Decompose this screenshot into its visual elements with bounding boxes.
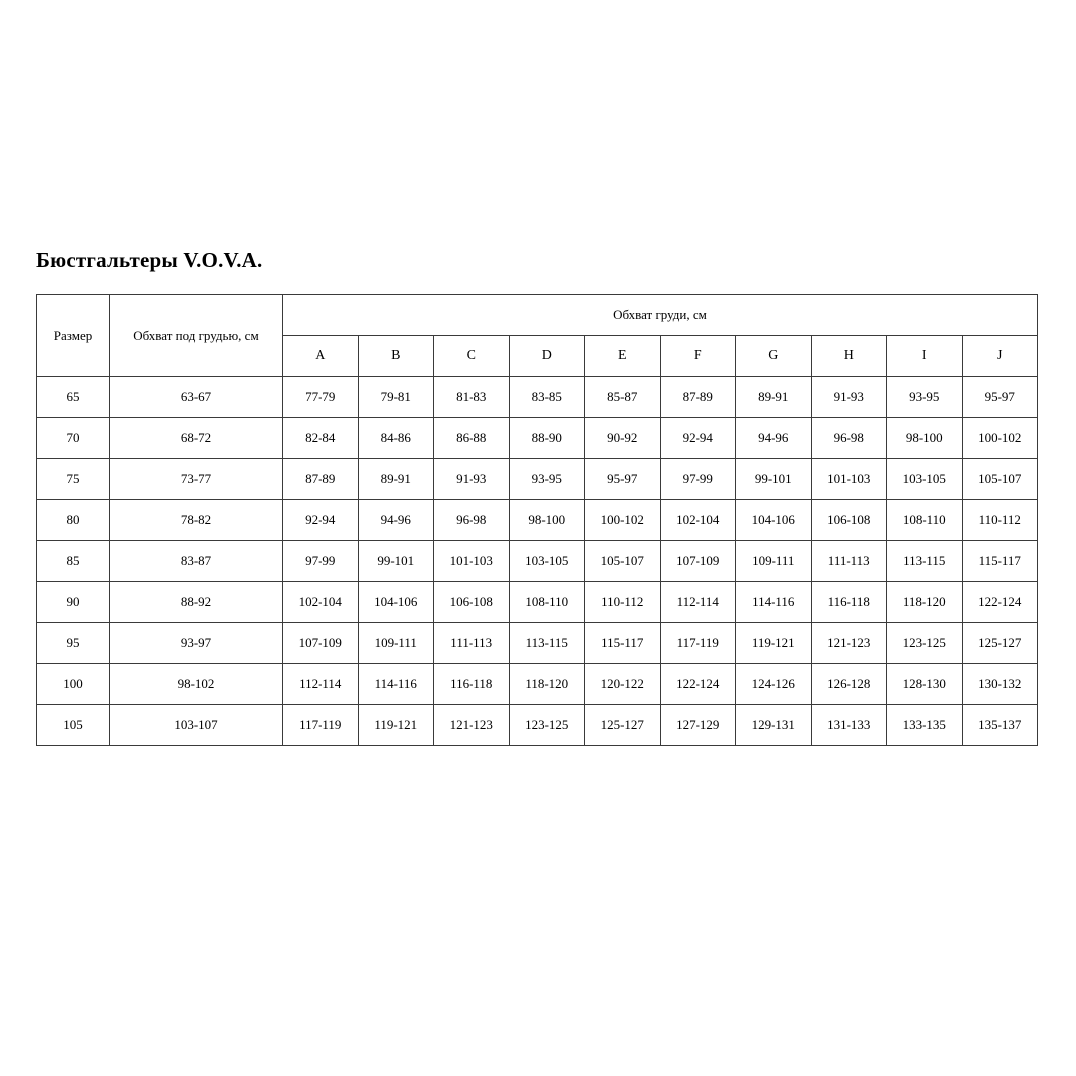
cell-cup-f: 97-99 [660, 459, 736, 500]
cell-cup-b: 84-86 [358, 418, 434, 459]
cell-size: 75 [37, 459, 110, 500]
cell-cup-j: 125-127 [962, 623, 1038, 664]
cell-cup-b: 79-81 [358, 377, 434, 418]
size-chart-table [36, 294, 1038, 746]
cell-cup-g: 114-116 [736, 582, 812, 623]
cell-cup-a: 102-104 [283, 582, 359, 623]
cell-cup-i: 133-135 [887, 705, 963, 746]
cell-cup-e: 110-112 [585, 582, 661, 623]
cell-cup-g: 104-106 [736, 500, 812, 541]
cell-cup-g: 129-131 [736, 705, 812, 746]
column-header-cup-j: J [962, 336, 1038, 377]
cell-size: 100 [37, 664, 110, 705]
column-header-cup-h: H [811, 336, 887, 377]
cell-cup-f: 92-94 [660, 418, 736, 459]
table-head [37, 295, 1038, 377]
cell-cup-c: 106-108 [434, 582, 510, 623]
cell-cup-h: 111-113 [811, 541, 887, 582]
cell-cup-b: 104-106 [358, 582, 434, 623]
cell-cup-e: 105-107 [585, 541, 661, 582]
cell-underbust: 63-67 [110, 377, 283, 418]
table-row [37, 705, 1038, 746]
cell-cup-a: 77-79 [283, 377, 359, 418]
cell-cup-j: 115-117 [962, 541, 1038, 582]
cell-cup-f: 102-104 [660, 500, 736, 541]
cell-cup-j: 95-97 [962, 377, 1038, 418]
cell-cup-a: 112-114 [283, 664, 359, 705]
table-row [37, 664, 1038, 705]
table-row [37, 500, 1038, 541]
cell-cup-c: 96-98 [434, 500, 510, 541]
cell-cup-i: 98-100 [887, 418, 963, 459]
column-header-underbust: Обхват под грудью, см [110, 295, 283, 377]
cell-cup-a: 87-89 [283, 459, 359, 500]
cell-underbust: 73-77 [110, 459, 283, 500]
cell-cup-e: 100-102 [585, 500, 661, 541]
cell-cup-e: 115-117 [585, 623, 661, 664]
table-row [37, 623, 1038, 664]
cell-cup-f: 112-114 [660, 582, 736, 623]
cell-cup-i: 113-115 [887, 541, 963, 582]
cell-cup-d: 113-115 [509, 623, 585, 664]
cell-cup-j: 110-112 [962, 500, 1038, 541]
table-row [37, 582, 1038, 623]
table-body [37, 377, 1038, 746]
cell-cup-d: 83-85 [509, 377, 585, 418]
cell-size: 70 [37, 418, 110, 459]
cell-underbust: 78-82 [110, 500, 283, 541]
cell-cup-b: 89-91 [358, 459, 434, 500]
cell-cup-c: 116-118 [434, 664, 510, 705]
column-header-cup-b: B [358, 336, 434, 377]
cell-cup-g: 94-96 [736, 418, 812, 459]
cell-cup-h: 131-133 [811, 705, 887, 746]
cell-cup-a: 92-94 [283, 500, 359, 541]
cell-cup-j: 135-137 [962, 705, 1038, 746]
cell-cup-a: 117-119 [283, 705, 359, 746]
cell-cup-d: 88-90 [509, 418, 585, 459]
cell-cup-b: 114-116 [358, 664, 434, 705]
cell-cup-d: 123-125 [509, 705, 585, 746]
cell-underbust: 88-92 [110, 582, 283, 623]
cell-size: 90 [37, 582, 110, 623]
table-row [37, 377, 1038, 418]
table-header-row-group [37, 295, 1038, 336]
cell-cup-b: 119-121 [358, 705, 434, 746]
column-header-cup-e: E [585, 336, 661, 377]
cell-cup-h: 106-108 [811, 500, 887, 541]
cell-cup-g: 89-91 [736, 377, 812, 418]
cell-cup-a: 97-99 [283, 541, 359, 582]
cell-underbust: 68-72 [110, 418, 283, 459]
column-header-cup-a: A [283, 336, 359, 377]
cell-cup-h: 101-103 [811, 459, 887, 500]
cell-size: 85 [37, 541, 110, 582]
cell-cup-d: 118-120 [509, 664, 585, 705]
cell-cup-d: 108-110 [509, 582, 585, 623]
column-header-chest-group: Обхват груди, см [283, 295, 1038, 336]
cell-cup-c: 111-113 [434, 623, 510, 664]
table-row [37, 418, 1038, 459]
cell-underbust: 93-97 [110, 623, 283, 664]
cell-cup-e: 120-122 [585, 664, 661, 705]
column-header-cup-c: C [434, 336, 510, 377]
cell-cup-f: 117-119 [660, 623, 736, 664]
cell-cup-g: 109-111 [736, 541, 812, 582]
cell-cup-j: 100-102 [962, 418, 1038, 459]
cell-cup-i: 118-120 [887, 582, 963, 623]
cell-cup-h: 116-118 [811, 582, 887, 623]
cell-cup-g: 119-121 [736, 623, 812, 664]
cell-cup-f: 122-124 [660, 664, 736, 705]
cell-cup-h: 91-93 [811, 377, 887, 418]
cell-size: 65 [37, 377, 110, 418]
cell-cup-b: 109-111 [358, 623, 434, 664]
cell-cup-b: 94-96 [358, 500, 434, 541]
column-header-cup-i: I [887, 336, 963, 377]
cell-cup-c: 91-93 [434, 459, 510, 500]
cell-cup-j: 122-124 [962, 582, 1038, 623]
cell-cup-g: 99-101 [736, 459, 812, 500]
cell-size: 105 [37, 705, 110, 746]
cell-cup-d: 93-95 [509, 459, 585, 500]
cell-cup-e: 85-87 [585, 377, 661, 418]
cell-cup-b: 99-101 [358, 541, 434, 582]
cell-cup-f: 107-109 [660, 541, 736, 582]
cell-cup-c: 81-83 [434, 377, 510, 418]
cell-cup-i: 123-125 [887, 623, 963, 664]
cell-cup-h: 126-128 [811, 664, 887, 705]
cell-cup-i: 128-130 [887, 664, 963, 705]
column-header-cup-g: G [736, 336, 812, 377]
cell-cup-e: 90-92 [585, 418, 661, 459]
cell-cup-h: 121-123 [811, 623, 887, 664]
column-header-cup-d: D [509, 336, 585, 377]
cell-cup-j: 130-132 [962, 664, 1038, 705]
table-row [37, 541, 1038, 582]
cell-cup-a: 82-84 [283, 418, 359, 459]
cell-cup-i: 93-95 [887, 377, 963, 418]
column-header-size: Размер [37, 295, 110, 377]
cell-cup-h: 96-98 [811, 418, 887, 459]
column-header-cup-f: F [660, 336, 736, 377]
cell-cup-e: 95-97 [585, 459, 661, 500]
cell-cup-a: 107-109 [283, 623, 359, 664]
page-title: Бюстгальтеры V.O.V.A. [36, 248, 263, 272]
cell-underbust: 83-87 [110, 541, 283, 582]
cell-cup-e: 125-127 [585, 705, 661, 746]
cell-cup-d: 103-105 [509, 541, 585, 582]
cell-cup-g: 124-126 [736, 664, 812, 705]
cell-cup-i: 103-105 [887, 459, 963, 500]
cell-cup-f: 87-89 [660, 377, 736, 418]
cell-size: 80 [37, 500, 110, 541]
cell-size: 95 [37, 623, 110, 664]
cell-cup-c: 86-88 [434, 418, 510, 459]
cell-underbust: 103-107 [110, 705, 283, 746]
cell-cup-f: 127-129 [660, 705, 736, 746]
table-row [37, 459, 1038, 500]
cell-cup-d: 98-100 [509, 500, 585, 541]
cell-underbust: 98-102 [110, 664, 283, 705]
cell-cup-c: 101-103 [434, 541, 510, 582]
cell-cup-j: 105-107 [962, 459, 1038, 500]
size-chart-container [36, 294, 1038, 746]
cell-cup-c: 121-123 [434, 705, 510, 746]
cell-cup-i: 108-110 [887, 500, 963, 541]
